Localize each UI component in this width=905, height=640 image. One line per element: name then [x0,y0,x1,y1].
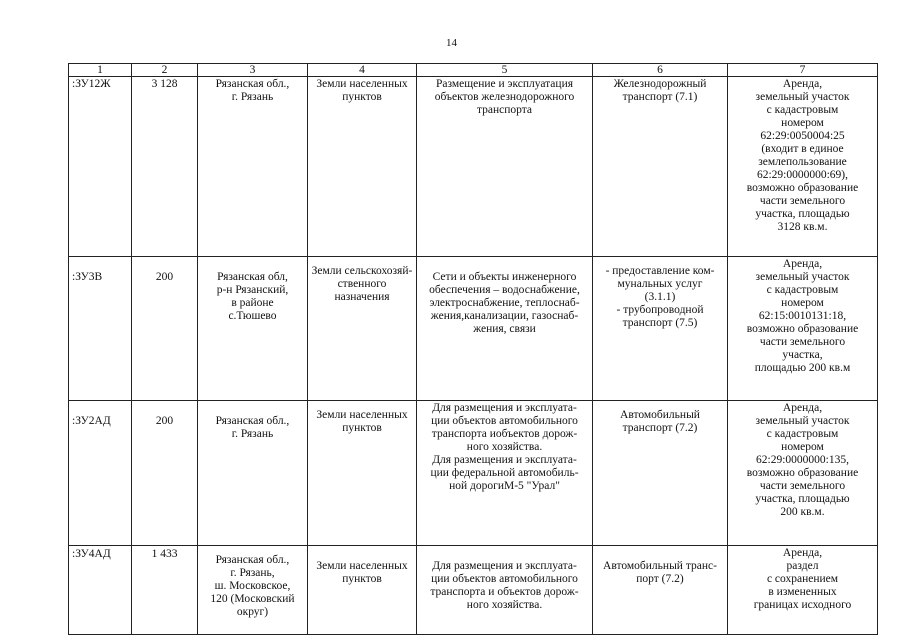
page-number: 14 [446,37,457,49]
address-cell: Рязанская обл., г. Рязань [198,77,308,257]
area-cell: 200 [132,401,198,546]
table-row [69,257,878,401]
purpose-cell: Для размещения и эксплуата- ции объектов автомобильного транспорта иобъектов дорож- ного хозяйства. Для размещения и эксплуата- ции федеральной автомобиль- ной дорогиМ-5 "Урал" [417,401,593,546]
category-cell: Земли населенных пунктов [308,401,417,546]
table-row [69,546,878,635]
plot-id-cell: :ЗУ2АД [69,401,132,546]
note-cell: Аренда, раздел с сохранением в измененных границах исходного [728,546,878,635]
header-cell: 5 [417,64,593,77]
header-cell: 6 [593,64,728,77]
address-cell: Рязанская обл., г. Рязань [198,401,308,546]
header-cell: 2 [132,64,198,77]
note-cell: Аренда, земельный участок с кадастровым номером 62:15:0010131:18, возможно образование части земельного участка, площадью 200 кв.м [728,257,878,401]
table-header-row [69,64,878,77]
plot-id-cell: :ЗУ12Ж [69,77,132,257]
note-cell: Аренда, земельный участок с кадастровым номером 62:29:0000000:135, возможно образование части земельного участка, площадью 200 кв.м. [728,401,878,546]
area-cell: 200 [132,257,198,401]
address-cell: Рязанская обл., г. Рязань, ш. Московское, 120 (Московский округ) [198,546,308,635]
land-plots-table [68,63,878,635]
table-row [69,77,878,257]
note-cell: Аренда, земельный участок с кадастровым номером 62:29:0050004:25 (входит в единое землепользование 62:29:0000000:69), возможно образование части земельного участка, площадью 3128 кв.м. [728,77,878,257]
use-type-cell: Автомобильный транспорт (7.2) [593,401,728,546]
use-type-cell: Автомобильный транс- порт (7.2) [593,546,728,635]
header-cell: 3 [198,64,308,77]
header-cell: 1 [69,64,132,77]
purpose-cell: Размещение и эксплуатация объектов железнодорожного транспорта [417,77,593,257]
area-cell: 3 128 [132,77,198,257]
purpose-cell: Сети и объекты инженерного обеспечения – водоснабжение, электроснабжение, теплоснаб- жения,канализации, газоснаб- жения, связи [417,257,593,401]
plot-id-cell: :ЗУ3В [69,257,132,401]
use-type-cell: - предоставление ком- мунальных услуг (3.1.1) - трубопроводной транспорт (7.5) [593,257,728,401]
use-type-cell: Железнодорожный транспорт (7.1) [593,77,728,257]
category-cell: Земли сельскохозяй- ственного назначения [308,257,417,401]
category-cell: Земли населенных пунктов [308,77,417,257]
address-cell: Рязанская обл, р-н Рязанский, в районе с.Тюшево [198,257,308,401]
header-cell: 4 [308,64,417,77]
category-cell: Земли населенных пунктов [308,546,417,635]
table-row [69,401,878,546]
header-cell: 7 [728,64,878,77]
purpose-cell: Для размещения и эксплуата- ции объектов автомобильного транспорта и объектов дорож- ного хозяйства. [417,546,593,635]
area-cell: 1 433 [132,546,198,635]
plot-id-cell: :ЗУ4АД [69,546,132,635]
